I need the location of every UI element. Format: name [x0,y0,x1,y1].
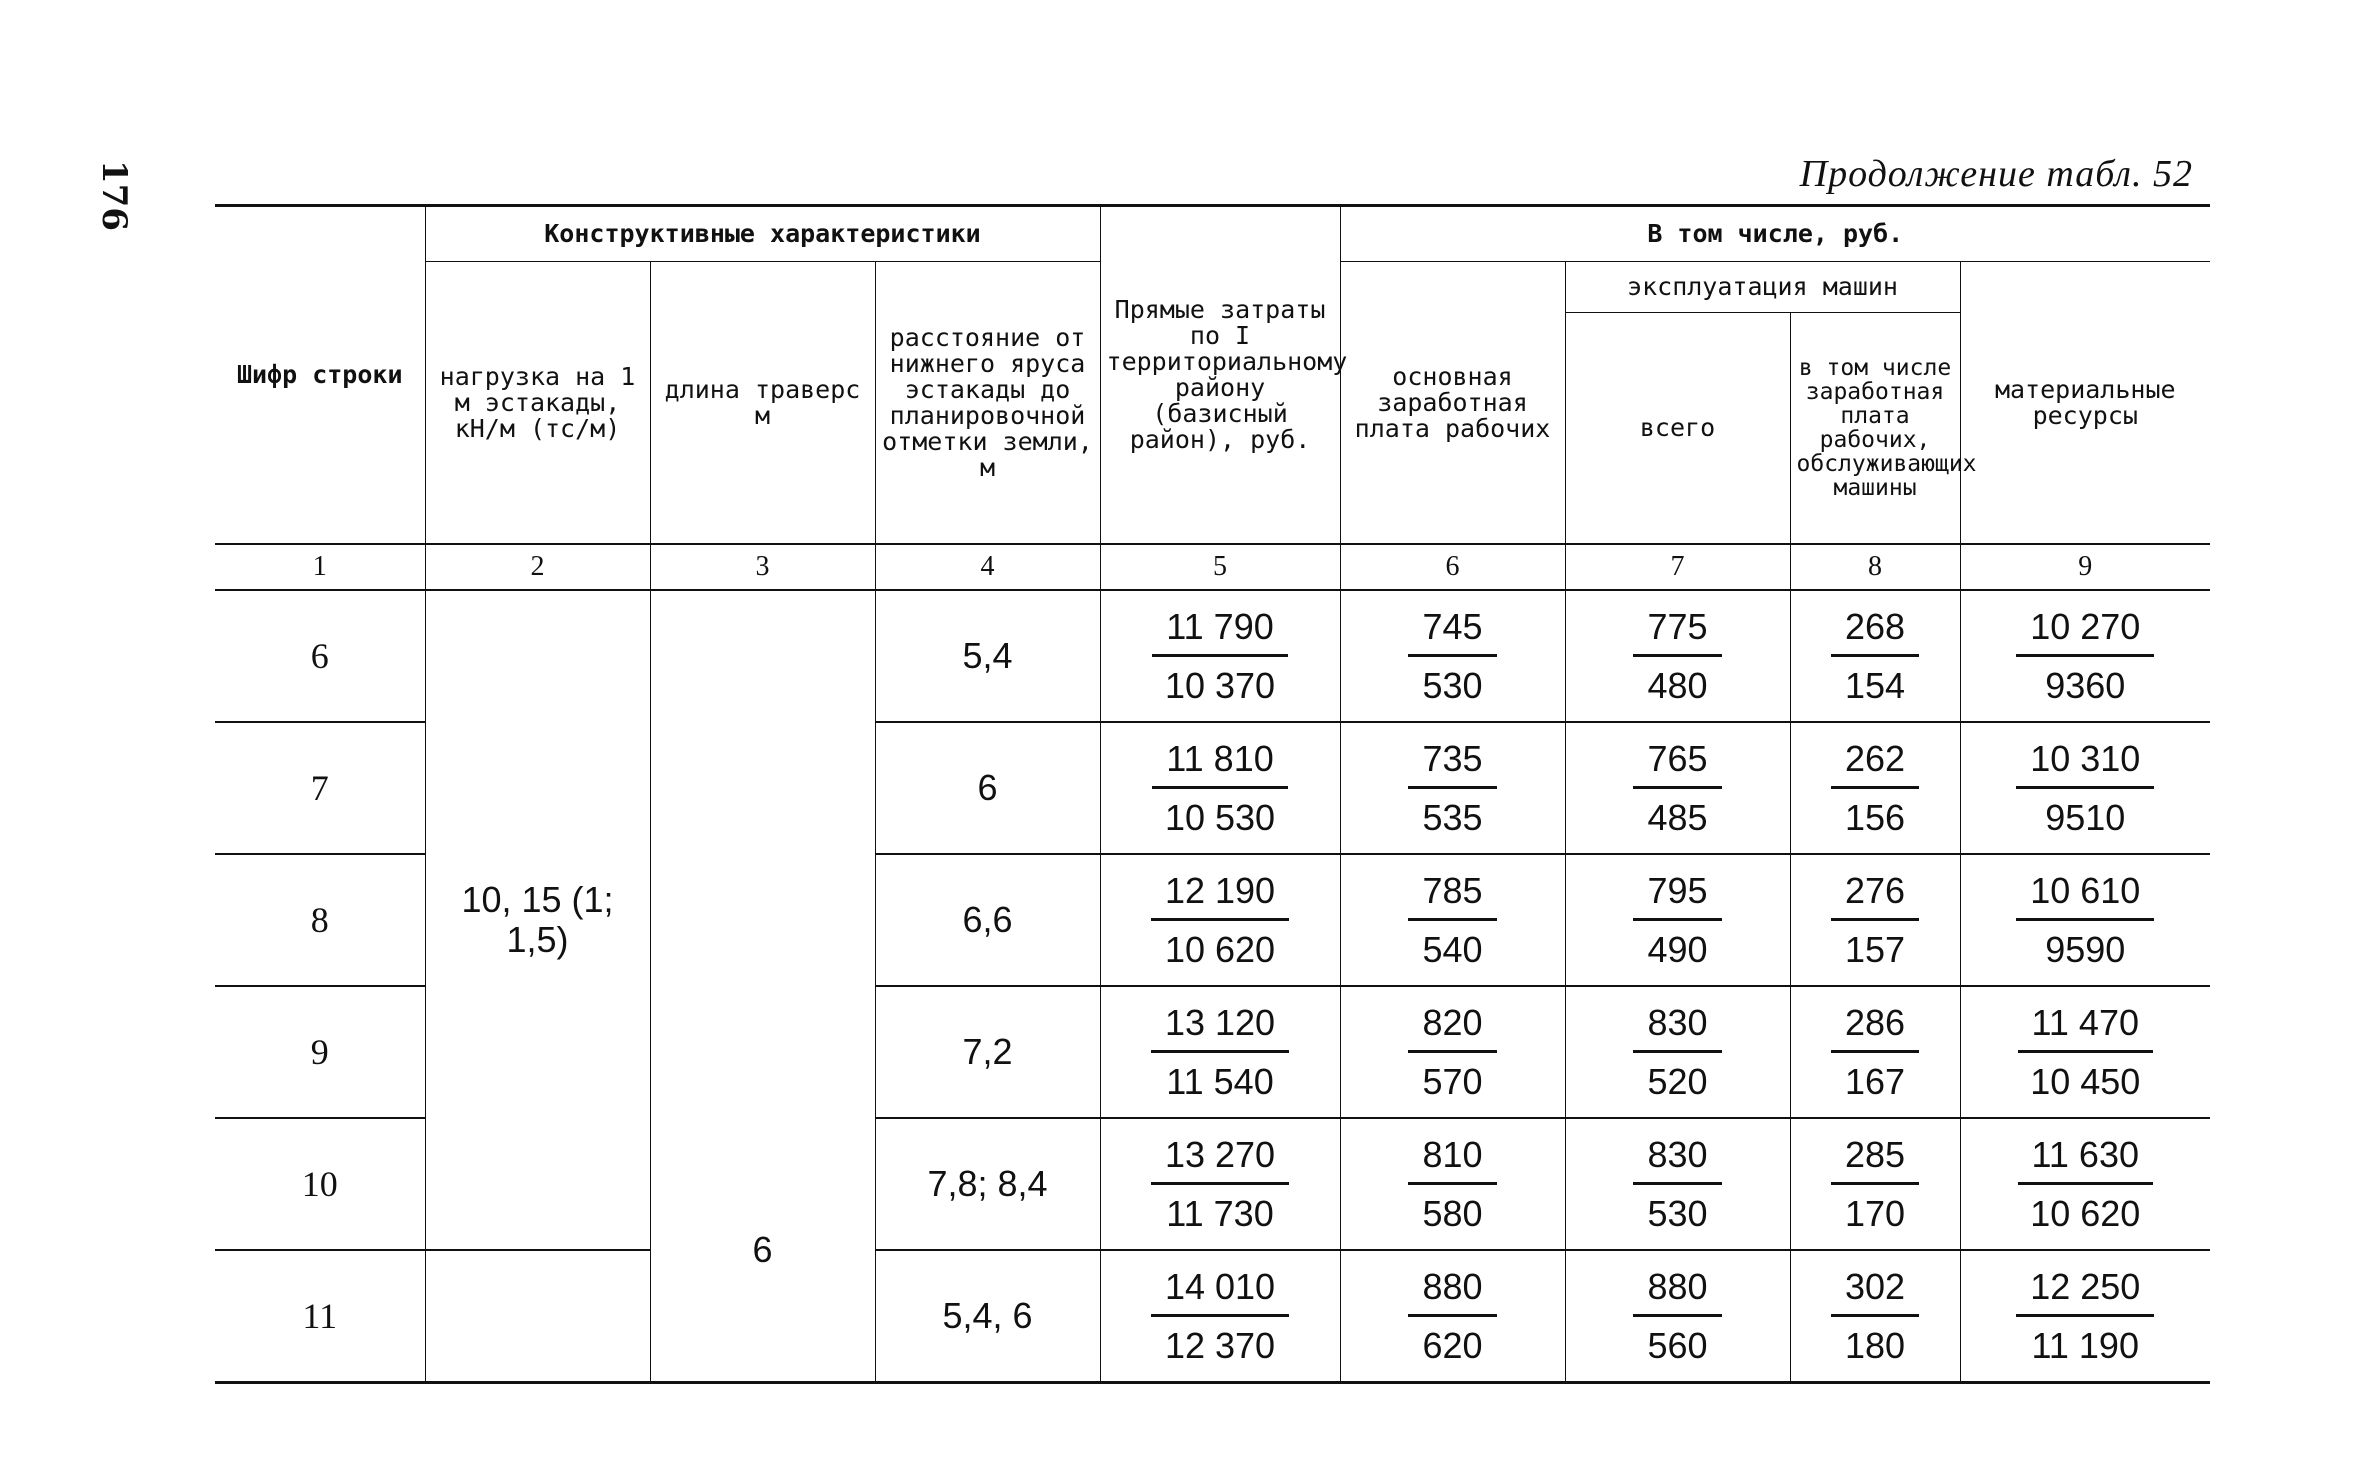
wage-cell [1340,854,1565,986]
header-constructive-group: Конструктивные характеристики [425,206,1100,262]
denominator: 10 370 [1164,664,1276,706]
numerator: 268 [1831,606,1919,657]
numerator: 10 310 [2016,738,2154,789]
denominator: 560 [1647,1324,1708,1366]
denominator: 9510 [2045,796,2126,838]
distance-cell: 7,2 [875,986,1100,1118]
wage-cell [1340,1250,1565,1383]
machines-wage-cell [1790,854,1960,986]
denominator: 11 540 [1166,1060,1274,1102]
wage-cell [1340,590,1565,722]
col-number: 7 [1565,544,1790,590]
denominator: 156 [1844,796,1906,838]
header-code: Шифр строки [215,206,425,545]
table-row [215,590,2210,722]
denominator: 535 [1422,796,1483,838]
denominator: 520 [1647,1060,1708,1102]
numerator: 810 [1408,1134,1496,1185]
distance-cell: 6 [875,722,1100,854]
col-number: 1 [215,544,425,590]
machines-wage-cell [1790,722,1960,854]
denominator: 10 450 [2030,1060,2141,1102]
denominator: 12 370 [1164,1324,1276,1366]
materials-cell [1960,1250,2210,1383]
machines-cell [1565,1250,1790,1383]
direct-cost-cell [1100,1118,1340,1250]
denominator: 11 730 [1166,1192,1274,1234]
header-base-wage: основная заработная плата рабочих [1340,262,1565,545]
materials-cell [1960,854,2210,986]
numerator: 11 810 [1152,738,1287,789]
direct-cost-cell [1100,1250,1340,1383]
numerator: 13 270 [1151,1134,1289,1185]
numerator: 286 [1831,1002,1919,1053]
header-direct-costs: Прямые затраты по I территориальному району (базисный район), руб. [1100,206,1340,545]
numerator: 285 [1831,1134,1919,1185]
numerator: 880 [1633,1266,1721,1317]
distance-cell: 5,4 [875,590,1100,722]
direct-cost-cell [1100,722,1340,854]
machines-cell [1565,722,1790,854]
numerator: 11 630 [2018,1134,2153,1185]
denominator: 180 [1844,1324,1906,1366]
row-code: 11 [215,1250,425,1383]
distance-cell: 6,6 [875,854,1100,986]
direct-cost-cell [1100,590,1340,722]
materials-cell [1960,986,2210,1118]
numerator: 745 [1408,606,1496,657]
numerator: 276 [1831,870,1919,921]
numerator: 880 [1408,1266,1496,1317]
numerator: 10 610 [2016,870,2154,921]
machines-wage-cell [1790,986,1960,1118]
header-machines-wage: в том числе заработная плата рабочих, обслуживающих машины [1790,313,1960,545]
machines-cell [1565,986,1790,1118]
denominator: 9590 [2045,928,2126,970]
numerator: 10 270 [2016,606,2154,657]
numerator: 830 [1633,1134,1721,1185]
row-code: 10 [215,1118,425,1250]
denominator: 10 620 [2030,1192,2141,1234]
numerator: 11 790 [1152,606,1287,657]
col-number: 8 [1790,544,1960,590]
machines-cell [1565,1118,1790,1250]
header-incl-group: В том числе, руб. [1340,206,2210,262]
denominator: 480 [1647,664,1708,706]
denominator: 167 [1844,1060,1906,1102]
machines-cell [1565,590,1790,722]
page-number: 176 [94,160,134,231]
denominator: 485 [1647,796,1708,838]
wage-cell [1340,722,1565,854]
col-number: 3 [650,544,875,590]
numerator: 11 470 [2018,1002,2153,1053]
materials-cell [1960,1118,2210,1250]
table-caption: Продолжение табл. 52 [1799,153,2193,195]
denominator: 580 [1422,1192,1483,1234]
numerator: 765 [1633,738,1721,789]
numerator: 262 [1831,738,1919,789]
numerator: 775 [1633,606,1721,657]
denominator: 11 190 [2031,1324,2139,1366]
numerator: 302 [1831,1266,1919,1317]
wage-cell [1340,1118,1565,1250]
load-empty-cell [425,1250,650,1383]
row-code: 9 [215,986,425,1118]
denominator: 157 [1844,928,1906,970]
wage-cell [1340,986,1565,1118]
machines-cell [1565,854,1790,986]
numerator: 820 [1408,1002,1496,1053]
row-code: 6 [215,590,425,722]
row-code: 8 [215,854,425,986]
header-materials: материальные ресурсы [1960,262,2210,545]
denominator: 490 [1647,928,1708,970]
denominator: 530 [1422,664,1483,706]
numerator: 795 [1633,870,1721,921]
denominator: 9360 [2045,664,2126,706]
denominator: 570 [1422,1060,1483,1102]
col-number: 6 [1340,544,1565,590]
denominator: 620 [1422,1324,1483,1366]
denominator: 10 530 [1164,796,1276,838]
denominator: 154 [1844,664,1906,706]
materials-cell [1960,722,2210,854]
numerator: 14 010 [1151,1266,1289,1317]
numerator: 735 [1408,738,1496,789]
direct-cost-cell [1100,986,1340,1118]
col-number: 9 [1960,544,2210,590]
numerator: 785 [1408,870,1496,921]
table-row [215,1250,2210,1383]
length-value: 6 [650,590,875,1383]
materials-cell [1960,590,2210,722]
header-machines-group: эксплуатация машин [1565,262,1960,313]
distance-cell: 7,8; 8,4 [875,1118,1100,1250]
numerator: 830 [1633,1002,1721,1053]
numerator: 12 250 [2016,1266,2154,1317]
header-distance: расстояние от нижнего яруса эстакады до планировочной отметки земли, м [875,262,1100,545]
numerator: 13 120 [1151,1002,1289,1053]
denominator: 540 [1422,928,1483,970]
header-load: нагрузка на 1 м эстакады, кН/м (тс/м) [425,262,650,545]
header-machines-total: всего [1565,313,1790,545]
cost-table [215,204,2210,1384]
machines-wage-cell [1790,1250,1960,1383]
header-length: длина траверс м [650,262,875,545]
denominator: 170 [1844,1192,1906,1234]
direct-cost-cell [1100,854,1340,986]
denominator: 530 [1647,1192,1708,1234]
numerator: 12 190 [1151,870,1289,921]
col-number: 2 [425,544,650,590]
row-code: 7 [215,722,425,854]
machines-wage-cell [1790,1118,1960,1250]
machines-wage-cell [1790,590,1960,722]
col-number: 5 [1100,544,1340,590]
col-number: 4 [875,544,1100,590]
denominator: 10 620 [1164,928,1276,970]
distance-cell: 5,4, 6 [875,1250,1100,1383]
load-value: 10, 15 (1; 1,5) [425,590,650,1250]
